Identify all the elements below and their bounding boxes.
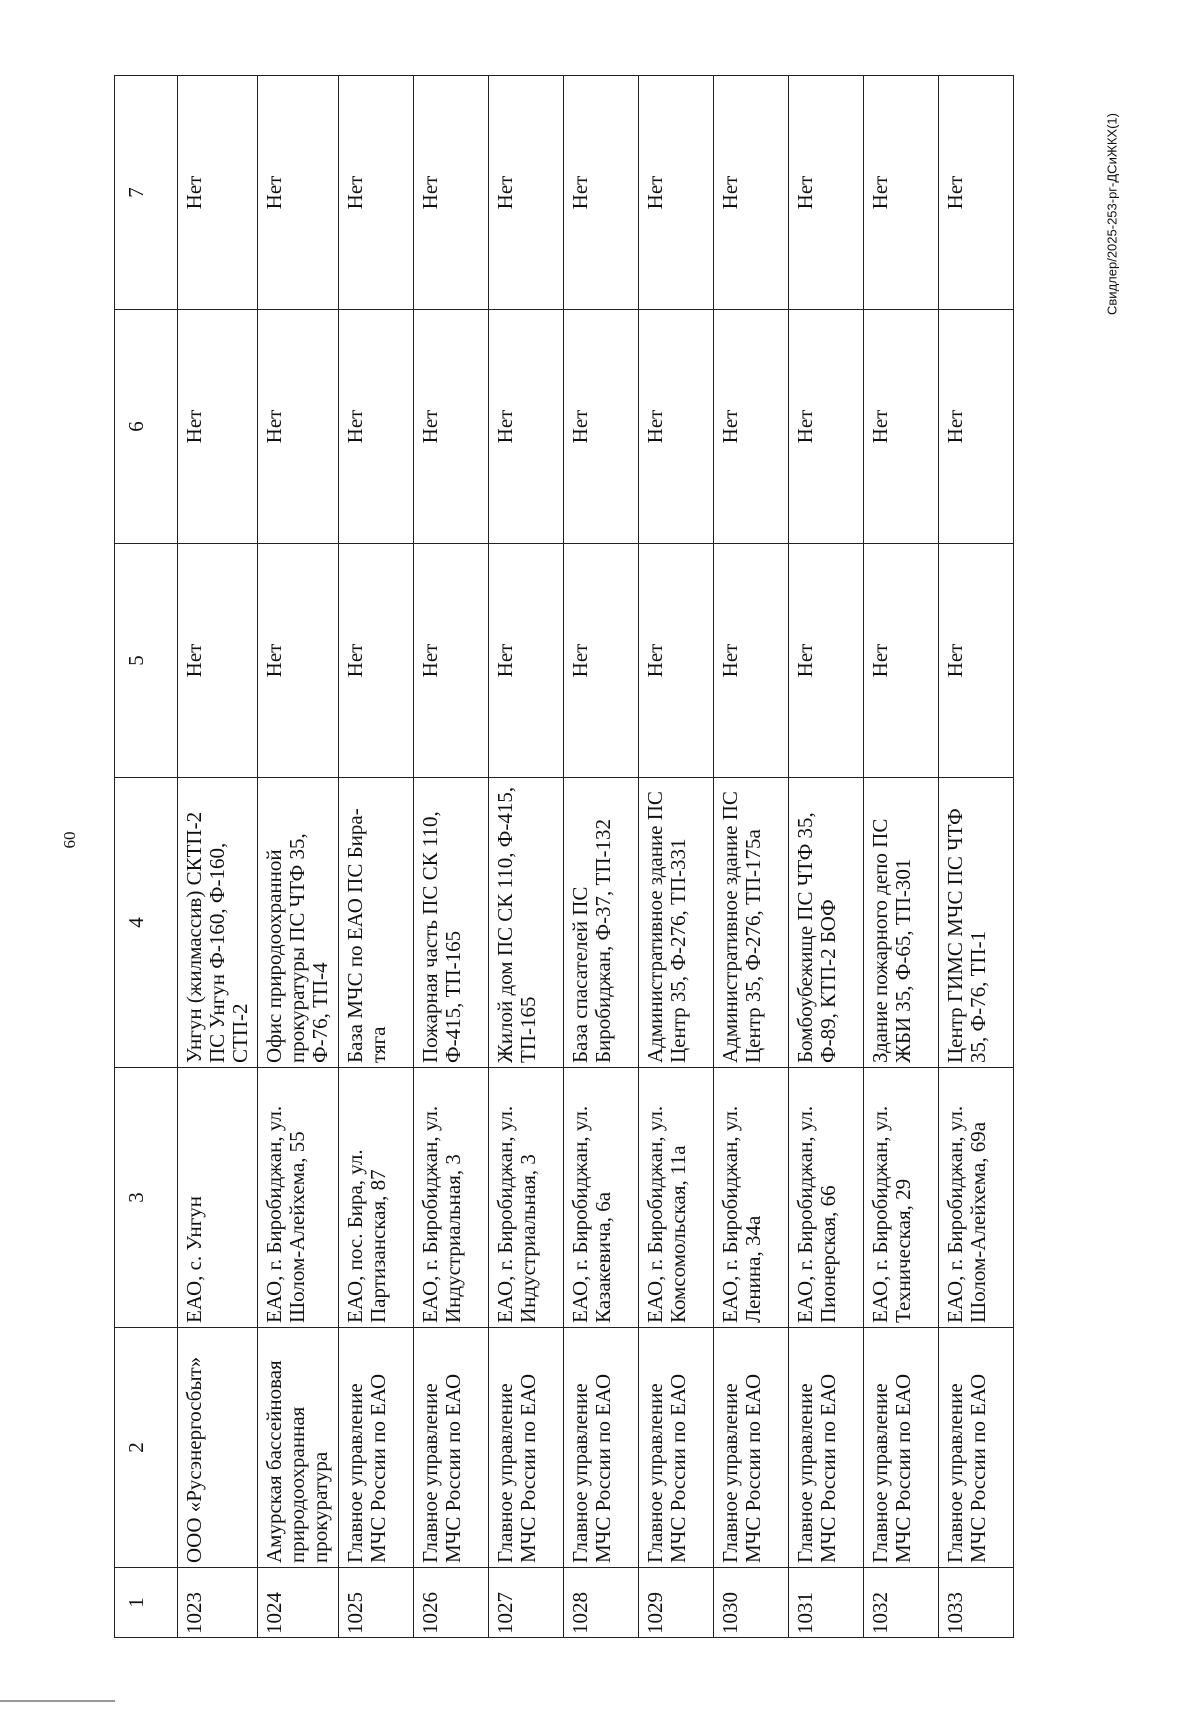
organization-cell: Главное управление МЧС России по ЕАО (713, 1328, 788, 1568)
address-cell: ЕАО, пос. Бира, ул. Партизанская, 87 (338, 1068, 413, 1328)
organization-cell: Главное управление МЧС России по ЕАО (638, 1328, 713, 1568)
table-row (563, 76, 638, 1638)
address-cell: ЕАО, г. Биробиджан, ул. Казакевича, 6а (563, 1068, 638, 1328)
organization-cell: Главное управление МЧС России по ЕАО (413, 1328, 488, 1568)
address-cell: ЕАО, с. Унгун (178, 1068, 258, 1328)
header-cell: 5 (115, 544, 178, 778)
column-7-cell: Нет (258, 76, 338, 310)
object-cell: Офис природоохранной прокуратуры ПС ЧТФ 35, Ф-76, ТП-4 (258, 778, 338, 1068)
object-cell: Бомбоубежище ПС ЧТФ 35, Ф-89, КТП-2 БОФ (788, 778, 863, 1068)
address-cell: ЕАО, г. Биробиджан, ул. Техническая, 29 (863, 1068, 938, 1328)
column-5-cell: Нет (488, 544, 563, 778)
column-7-cell: Нет (713, 76, 788, 310)
column-7-cell: Нет (413, 76, 488, 310)
column-7-cell: Нет (938, 76, 1013, 310)
column-6-cell: Нет (938, 310, 1013, 544)
organization-cell: Амурская бассейновая природоохранная прокуратура (258, 1328, 338, 1568)
object-cell: Здание пожарного депо ПС ЖБИ 35, Ф-65, ТП-301 (863, 778, 938, 1068)
column-7-cell: Нет (563, 76, 638, 310)
rotated-table-container (114, 75, 1014, 1638)
row-number-cell: 1029 (638, 1568, 713, 1638)
table-header-row (115, 76, 178, 1638)
table-row (258, 76, 338, 1638)
column-7-cell: Нет (178, 76, 258, 310)
row-number-cell: 1030 (713, 1568, 788, 1638)
address-cell: ЕАО, г. Биробиджан, ул. Пионерская, 66 (788, 1068, 863, 1328)
column-5-cell: Нет (938, 544, 1013, 778)
table-row (713, 76, 788, 1638)
address-cell: ЕАО, г. Биробиджан, ул. Шолом-Алейхема, 69а (938, 1068, 1013, 1328)
column-6-cell: Нет (563, 310, 638, 544)
row-number-cell: 1033 (938, 1568, 1013, 1638)
column-5-cell: Нет (863, 544, 938, 778)
object-cell: Жилой дом ПС СК 110, Ф-415, ТП-165 (488, 778, 563, 1068)
column-5-cell: Нет (788, 544, 863, 778)
column-6-cell: Нет (413, 310, 488, 544)
column-7-cell: Нет (638, 76, 713, 310)
column-5-cell: Нет (638, 544, 713, 778)
row-number-cell: 1027 (488, 1568, 563, 1638)
table-row (788, 76, 863, 1638)
object-cell: Административное здание ПС Центр 35, Ф-276, ТП-331 (638, 778, 713, 1068)
row-number-cell: 1026 (413, 1568, 488, 1638)
column-5-cell: Нет (413, 544, 488, 778)
column-7-cell: Нет (338, 76, 413, 310)
address-cell: ЕАО, г. Биробиджан, ул. Ленина, 34а (713, 1068, 788, 1328)
column-6-cell: Нет (863, 310, 938, 544)
column-5-cell: Нет (258, 544, 338, 778)
header-cell: 3 (115, 1068, 178, 1328)
object-cell: Центр ГИМС МЧС ПС ЧТФ 35, Ф-76, ТП-1 (938, 778, 1013, 1068)
row-number-cell: 1023 (178, 1568, 258, 1638)
column-5-cell: Нет (178, 544, 258, 778)
table-row (413, 76, 488, 1638)
header-cell: 2 (115, 1328, 178, 1568)
organization-cell: Главное управление МЧС России по ЕАО (338, 1328, 413, 1568)
table-row (863, 76, 938, 1638)
table-body (115, 76, 1014, 1638)
column-6-cell: Нет (178, 310, 258, 544)
organization-cell: Главное управление МЧС России по ЕАО (863, 1328, 938, 1568)
column-7-cell: Нет (788, 76, 863, 310)
column-5-cell: Нет (338, 544, 413, 778)
table-row (638, 76, 713, 1638)
header-cell: 1 (115, 1568, 178, 1638)
header-cell: 4 (115, 778, 178, 1068)
header-cell: 7 (115, 76, 178, 310)
row-number-cell: 1031 (788, 1568, 863, 1638)
column-6-cell: Нет (488, 310, 563, 544)
page-number: 60 (60, 831, 79, 849)
organization-cell: Главное управление МЧС России по ЕАО (488, 1328, 563, 1568)
address-cell: ЕАО, г. Биробиджан, ул. Комсомольская, 11а (638, 1068, 713, 1328)
scan-artifact (0, 1700, 115, 1702)
column-6-cell: Нет (338, 310, 413, 544)
organization-cell: Главное управление МЧС России по ЕАО (788, 1328, 863, 1568)
column-6-cell: Нет (788, 310, 863, 544)
address-cell: ЕАО, г. Биробиджан, ул. Шолом-Алейхема, 55 (258, 1068, 338, 1328)
object-cell: Пожарная часть ПС СК 110, Ф-415, ТП-165 (413, 778, 488, 1068)
object-cell: База спасателей ПС Биробиджан, Ф-37, ТП-132 (563, 778, 638, 1068)
row-number-cell: 1028 (563, 1568, 638, 1638)
row-number-cell: 1025 (338, 1568, 413, 1638)
document-code: Свидлер/2025-253-рг-ДСиЖКХ(1) (1104, 113, 1120, 315)
header-cell: 6 (115, 310, 178, 544)
column-5-cell: Нет (563, 544, 638, 778)
column-6-cell: Нет (258, 310, 338, 544)
column-7-cell: Нет (863, 76, 938, 310)
row-number-cell: 1024 (258, 1568, 338, 1638)
object-cell: Унгун (жилмассив) СКТП-2 ПС Унгун Ф-160, Ф-160, СТП-2 (178, 778, 258, 1068)
address-cell: ЕАО, г. Биробиджан, ул. Индустриальная, 3 (488, 1068, 563, 1328)
column-7-cell: Нет (488, 76, 563, 310)
table-row (938, 76, 1013, 1638)
organization-cell: ООО «Русэнергосбыт» (178, 1328, 258, 1568)
address-cell: ЕАО, г. Биробиджан, ул. Индустриальная, 3 (413, 1068, 488, 1328)
table-row (488, 76, 563, 1638)
organization-cell: Главное управление МЧС России по ЕАО (938, 1328, 1013, 1568)
organization-cell: Главное управление МЧС России по ЕАО (563, 1328, 638, 1568)
data-table (114, 75, 1014, 1638)
table-row (338, 76, 413, 1638)
object-cell: База МЧС по ЕАО ПС Бира-тяга (338, 778, 413, 1068)
column-5-cell: Нет (713, 544, 788, 778)
column-6-cell: Нет (713, 310, 788, 544)
row-number-cell: 1032 (863, 1568, 938, 1638)
column-6-cell: Нет (638, 310, 713, 544)
object-cell: Административное здание ПС Центр 35, Ф-276, ТП-175а (713, 778, 788, 1068)
table-row (178, 76, 258, 1638)
